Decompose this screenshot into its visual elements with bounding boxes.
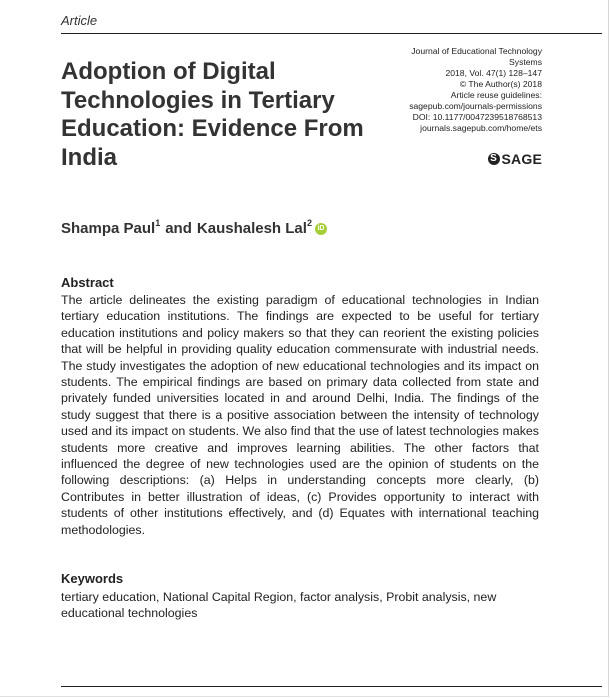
author-1: Shampa Paul — [61, 220, 156, 237]
copyright: © The Author(s) 2018 — [459, 79, 542, 89]
permissions-link[interactable]: sagepub.com/journals-permissions — [409, 101, 542, 111]
footer-rule — [61, 686, 602, 687]
author-1-affiliation: 1 — [155, 218, 161, 228]
sage-logo — [488, 151, 542, 167]
publisher-name: SAGE — [501, 151, 542, 167]
journal-name: Journal of Educational Technology — [411, 46, 542, 56]
journal-name-cont: Systems — [509, 57, 542, 67]
author-2-affiliation: 2 — [306, 218, 312, 228]
reuse-guidelines: Article reuse guidelines: — [450, 90, 542, 100]
keywords-heading: Keywords — [61, 571, 124, 586]
author-2: Kaushalesh Lal — [196, 220, 307, 237]
header-rule — [61, 33, 602, 34]
abstract-body: The article delineates the existing paradigm of educational technologies in Indian tertiary education institutions. The findings are expected to be useful for tertiary education institutions and policy makers so that they can reorient the existing policies that will be helpful in providing quality education commensurate with industrial needs. The study investigates the adoption of new educational technologies and its impact on students. The empirical findings are based on primary data collected from state and privately funded universities located in and around Delhi, India. The findings of the study suggest that there is a positive association between the intensity of technology used and its impact on students. We also find that the use of latest technologies makes students more creative and improves learning abilities. The other factors that influenced the degree of new technologies used are the opinion of students on the following descriptions: (a) Helps in understanding concepts more clearly, (b) Contributes in better illustration of ideas, (c) Provides opportunity to interact with students of other institutions effectively, and (d) Equates with international teaching methodologies. — [61, 293, 539, 537]
abstract-heading: Abstract — [61, 275, 114, 290]
journal-info — [352, 46, 542, 134]
orcid-icon[interactable]: iD — [315, 223, 327, 235]
doi[interactable]: DOI: 10.1177/0047239518768513 — [412, 112, 542, 122]
sage-logo-icon: S — [488, 153, 500, 165]
journal-home-link[interactable]: journals.sagepub.com/home/ets — [420, 123, 542, 133]
article-title: Adoption of Digital Technologies in Tertiary Education: Evidence From India — [61, 58, 364, 171]
journal-volume: 2018, Vol. 47(1) 128–147 — [445, 68, 542, 78]
author-connector: and — [165, 220, 192, 237]
author-line — [61, 220, 327, 237]
section-label: Article — [61, 13, 98, 28]
keywords-body: tertiary education, National Capital Region, factor analysis, Probit analysis, new educational technologies — [61, 590, 497, 621]
